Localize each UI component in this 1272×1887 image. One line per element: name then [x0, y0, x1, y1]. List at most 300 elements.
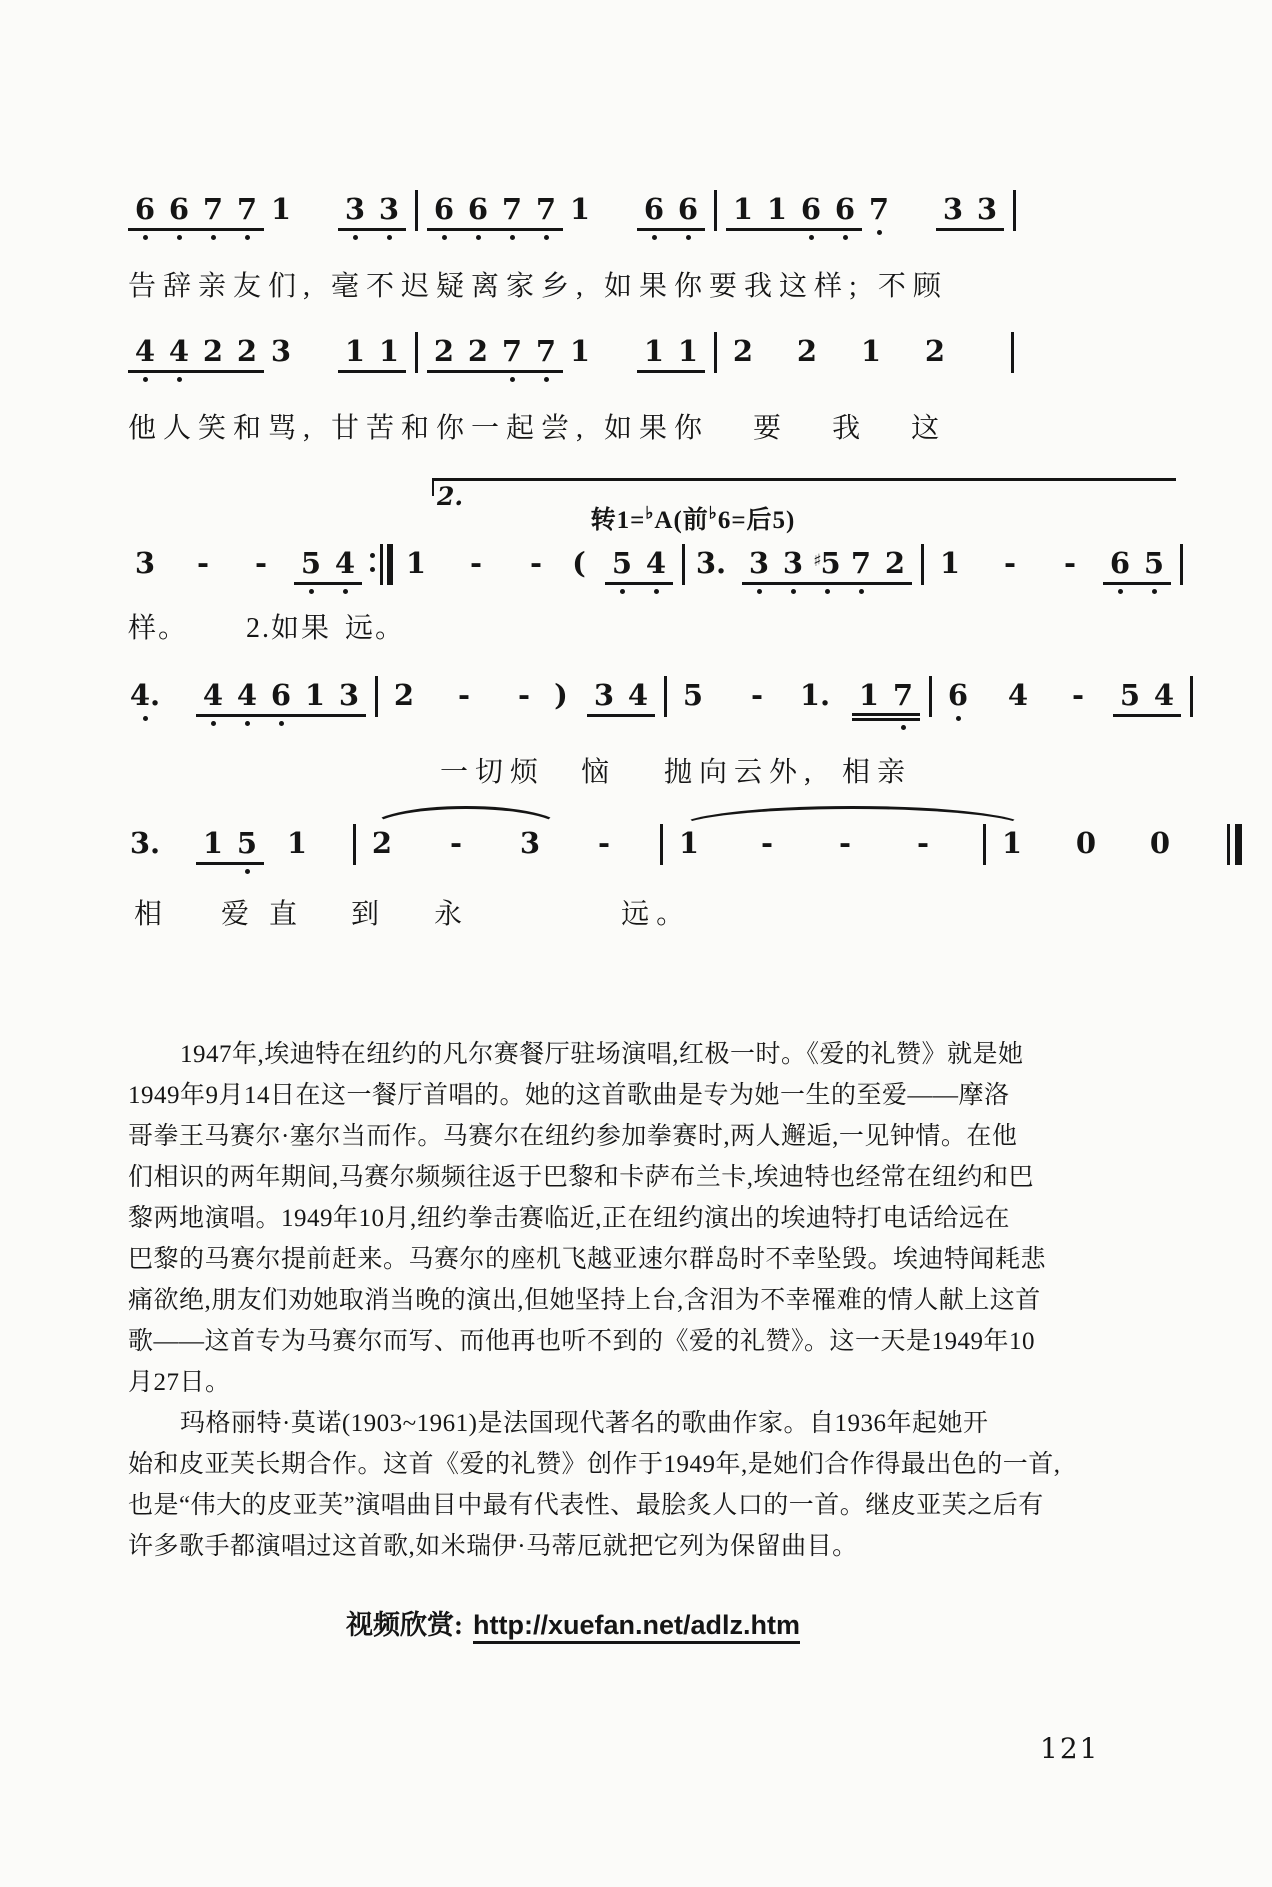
volta-label: 2.: [437, 482, 464, 511]
gap: [1029, 824, 1069, 825]
barline: [983, 824, 986, 865]
note-group: [338, 332, 406, 386]
note: 6: [433, 192, 455, 226]
note: 3: [134, 546, 156, 580]
note: 1: [569, 192, 591, 226]
notation-line-4: [128, 676, 1188, 734]
lyric-segment: 我: [832, 413, 868, 444]
gap: [1095, 676, 1113, 677]
prose-line: 1949年9月14日在这一餐厅首唱的。她的这首歌曲是专为她一生的至爱——摩洛: [128, 1082, 1010, 1109]
low-octave-dot: [652, 235, 657, 240]
note-group: [513, 824, 547, 873]
note: 1: [1001, 826, 1023, 860]
lyric-segment: 到: [351, 899, 387, 930]
low-octave-dot: [177, 235, 182, 240]
barline: [714, 190, 717, 231]
note-group: [264, 332, 298, 381]
gap: [1103, 824, 1143, 825]
note: 2: [467, 334, 489, 368]
note-group: [128, 676, 162, 725]
final-barline: [1227, 824, 1242, 865]
note-group: [186, 544, 220, 593]
gap: [162, 676, 196, 677]
gap: [832, 676, 852, 677]
notation-line-3: [128, 544, 1188, 598]
low-octave-dot: [309, 589, 314, 594]
key-change-text: A(前: [654, 507, 709, 534]
note: 7: [501, 192, 523, 226]
note: 5: [236, 826, 258, 860]
note-group: [798, 676, 832, 725]
volta-2-section: [128, 468, 1188, 544]
note-group: [495, 190, 563, 244]
gap: [952, 332, 1002, 333]
note-group: [128, 824, 162, 873]
low-octave-dot: [620, 589, 625, 594]
notation-line-1: [128, 190, 1188, 244]
lyrics-line-1: [128, 264, 1188, 302]
note: 4: [627, 678, 649, 712]
prose-line: 们相识的两年期间,马赛尔频频往返于巴黎和卡萨布兰卡,埃迪特也经常在纽约和巴: [128, 1164, 1035, 1191]
low-octave-dot: [544, 235, 549, 240]
barline: [415, 332, 418, 373]
gap: [278, 544, 294, 545]
note: 3: [519, 826, 541, 860]
lyric-segment: 不顾: [877, 271, 948, 302]
gap: [967, 544, 993, 545]
note: 0: [1075, 826, 1097, 860]
note-group: [459, 544, 493, 593]
note: 3: [782, 546, 804, 580]
note: 7: [202, 192, 224, 226]
note-group: [862, 190, 896, 239]
prose-line: 歌——这首专为马赛尔而写、而他再也听不到的《爱的礼赞》。这一天是1949年10: [128, 1328, 1036, 1355]
lyric-segment: 2.如果: [246, 613, 332, 644]
note: 2: [924, 334, 946, 368]
note: -: [457, 678, 471, 712]
gap: [298, 332, 338, 333]
note: 4: [1007, 678, 1029, 712]
note: -: [196, 546, 210, 580]
note: 7: [501, 334, 523, 368]
note-group: [936, 190, 1004, 244]
note: 4: [645, 546, 667, 580]
note-group: [740, 676, 774, 725]
barline: [682, 544, 685, 585]
note-group: [726, 332, 760, 381]
lyric-segment: 抛向云外,: [664, 757, 819, 788]
note: 3: [270, 334, 292, 368]
video-url: http://xuefan.net/adlz.htm: [473, 1610, 800, 1644]
note-group: [1113, 676, 1181, 730]
barline: [1180, 544, 1183, 585]
lyric-segment: 相: [134, 899, 170, 930]
gap: [481, 676, 507, 677]
barline: [1011, 332, 1014, 373]
low-octave-dot: [387, 235, 392, 240]
note: 5: [682, 678, 704, 712]
note-group: [1069, 824, 1103, 873]
gap: [220, 544, 244, 545]
lyric-segment: 这: [911, 413, 947, 444]
note-group: [427, 332, 495, 386]
note-group: [1143, 824, 1177, 873]
gap: [760, 332, 790, 333]
gap: [162, 824, 196, 825]
note-group: [196, 824, 264, 878]
note: -: [1063, 546, 1077, 580]
note: 2: [796, 334, 818, 368]
note-group: [794, 190, 862, 244]
note-group: [941, 676, 975, 725]
note-group: [854, 332, 888, 381]
gap: [774, 676, 798, 677]
low-octave-dot: [353, 235, 358, 240]
low-octave-dot: [859, 589, 864, 594]
note: 4.: [129, 678, 161, 712]
note: -: [517, 678, 531, 712]
low-octave-dot: [877, 230, 882, 235]
key-change-text: 转1=: [590, 507, 646, 534]
low-octave-dot: [809, 235, 814, 240]
video-label: 视频欣赏:: [346, 1610, 463, 1640]
note-group: [196, 676, 366, 730]
paragraph-1: [128, 1034, 1272, 1403]
note-group: [676, 676, 710, 725]
barline: [415, 190, 418, 231]
note: 3.: [129, 826, 161, 860]
note-group: [587, 676, 655, 730]
gap: [1177, 824, 1221, 825]
note: -: [760, 826, 774, 860]
barline: [929, 676, 932, 717]
note-group: [750, 824, 784, 873]
note: 1: [286, 826, 308, 860]
prose-line: 哥拳王马赛尔·塞尔当而作。马赛尔在纽约参加拳赛时,两人邂逅,一见钟情。在他: [128, 1123, 1018, 1150]
note: 1: [858, 678, 880, 712]
prose-line: 月27日。: [128, 1369, 231, 1396]
note: 6: [134, 192, 156, 226]
note-group: [933, 544, 967, 593]
note: 1: [939, 546, 961, 580]
note: 1: [569, 334, 591, 368]
gap: [541, 676, 553, 677]
lyrics-line-2: [128, 406, 1188, 444]
note-group: [563, 332, 597, 381]
lyric-segment: 甘苦和你一起尝,: [331, 413, 591, 444]
note: 4: [168, 334, 190, 368]
note: 5: [300, 546, 322, 580]
note: 7: [868, 192, 890, 226]
low-octave-dot: [143, 377, 148, 382]
note-group: [553, 676, 587, 725]
low-octave-dot: [956, 716, 961, 721]
low-octave-dot: [177, 377, 182, 382]
note-group: [918, 332, 952, 381]
note-group: [427, 190, 495, 244]
note-group: [196, 190, 264, 244]
note-group: [906, 824, 940, 873]
note: 4: [134, 334, 156, 368]
note-group: [128, 332, 196, 386]
note: 1: [405, 546, 427, 580]
note: 5: [820, 546, 841, 580]
note: 5: [611, 546, 633, 580]
note: 3: [378, 192, 400, 226]
gap: [433, 544, 459, 545]
note: 1: [677, 334, 699, 368]
note: 1: [202, 826, 224, 860]
gap: [421, 676, 447, 677]
note: 1: [643, 334, 665, 368]
lyric-segment: 相亲: [842, 757, 913, 788]
low-octave-dot: [245, 869, 250, 874]
low-octave-dot: [686, 235, 691, 240]
gap: [493, 544, 519, 545]
note: 3: [344, 192, 366, 226]
lyrics-line-4: [128, 750, 1188, 788]
lyric-segment: 毫不迟疑离家乡,: [331, 271, 591, 302]
low-octave-dot: [245, 235, 250, 240]
note-group: [196, 332, 264, 386]
note: 5: [1143, 546, 1165, 580]
note: 7: [892, 678, 914, 712]
note: 3: [338, 678, 360, 712]
low-octave-dot: [476, 235, 481, 240]
note-group: [726, 190, 794, 244]
gap: [1035, 676, 1061, 677]
lyric-segment: 远。: [621, 899, 692, 930]
note-group: [742, 544, 810, 598]
note: 2: [202, 334, 224, 368]
note: 6: [800, 192, 822, 226]
note-group: [387, 676, 421, 725]
note: -: [449, 826, 463, 860]
low-octave-dot: [343, 589, 348, 594]
note-group: [852, 676, 920, 734]
gap: [1087, 544, 1103, 545]
note: 2: [236, 334, 258, 368]
gap: [824, 332, 854, 333]
note: 1: [344, 334, 366, 368]
lyric-segment: 爱直: [221, 899, 318, 930]
note: 1: [270, 192, 292, 226]
barline: [1013, 190, 1016, 231]
prose-line: 始和皮亚芙长期合作。这首《爱的礼赞》创作于1949年,是她们合作得最出色的一首,: [128, 1451, 1061, 1478]
note-group: [694, 544, 728, 593]
low-octave-dot: [1118, 589, 1123, 594]
gap: [888, 332, 918, 333]
barline: [921, 544, 924, 585]
low-octave-dot: [279, 721, 284, 726]
note: -: [1003, 546, 1017, 580]
volta-bracket-line: [432, 478, 1176, 496]
prose-line: 也是“伟大的皮亚芙”演唱曲目中最有代表性、最脍炙人口的一首。继皮亚芙之后有: [128, 1492, 1044, 1519]
gap: [728, 544, 742, 545]
gap: [162, 544, 186, 545]
gap: [710, 676, 740, 677]
note-group: [294, 544, 362, 598]
note-group: [439, 824, 473, 873]
note: 2: [433, 334, 455, 368]
barline: [664, 676, 667, 717]
note: 1.: [799, 678, 831, 712]
low-octave-dot: [1152, 589, 1157, 594]
note: 1: [678, 826, 700, 860]
note-group: [1053, 544, 1087, 593]
gap: [597, 190, 637, 191]
notation-line-2: [128, 332, 1188, 386]
lyric-segment: 如果你要我这样;: [604, 271, 864, 302]
note: 6: [270, 678, 292, 712]
key-change-text: 6=后5): [717, 507, 796, 534]
note: 1: [766, 192, 788, 226]
note: 1: [732, 192, 754, 226]
gap: [896, 190, 936, 191]
note-group: [365, 824, 399, 873]
barline: [714, 332, 717, 373]
lyrics-line-3: [128, 606, 1188, 644]
note: 0: [1149, 826, 1171, 860]
note: 6: [1109, 546, 1131, 580]
lyric-segment: 要: [753, 413, 789, 444]
note-group: [519, 544, 553, 593]
note: 7: [535, 192, 557, 226]
gap: [553, 544, 571, 545]
note: -: [916, 826, 930, 860]
note-group: [810, 544, 912, 598]
note: (: [572, 546, 586, 580]
low-octave-dot: [510, 377, 515, 382]
note-group: [672, 824, 706, 873]
note: 1: [378, 334, 400, 368]
prose-line: 黎两地演唱。1949年10月,纽约拳击赛临近,正在纽约演出的埃迪特打电话给远在: [128, 1205, 1011, 1232]
note: 3: [593, 678, 615, 712]
note: 2: [884, 546, 906, 580]
gap: [975, 676, 1001, 677]
barline: [353, 824, 356, 865]
note-group: [637, 332, 705, 386]
note: 2: [393, 678, 415, 712]
note: 4: [202, 678, 224, 712]
note: -: [750, 678, 764, 712]
note-group: [790, 332, 824, 381]
video-link-row: [346, 1603, 1272, 1642]
note-group: [244, 544, 278, 593]
note: -: [838, 826, 852, 860]
page-number: 121: [1040, 1732, 1100, 1765]
prose-line: 玛格丽特·莫诺(1903~1961)是法国现代著名的歌曲作家。自1936年起她开: [180, 1410, 989, 1437]
note: 6: [834, 192, 856, 226]
note: 2: [732, 334, 754, 368]
low-octave-dot: [654, 589, 659, 594]
note: 3.: [695, 546, 727, 580]
low-octave-dot: [211, 721, 216, 726]
note-group: [828, 824, 862, 873]
lyric-segment: 样。: [128, 613, 189, 644]
note-group: [507, 676, 541, 725]
music-sheet: [128, 190, 1188, 930]
note: 7: [535, 334, 557, 368]
note-group: [637, 190, 705, 244]
note: 6: [947, 678, 969, 712]
note: 6: [467, 192, 489, 226]
note: -: [469, 546, 483, 580]
note: 6: [168, 192, 190, 226]
note: -: [529, 546, 543, 580]
key-change: [528, 500, 858, 536]
prose-line: 痛欲绝,朋友们劝她取消当晚的演出,但她坚持上台,含泪为不幸罹难的情人献上这首: [128, 1287, 1041, 1314]
note: -: [597, 826, 611, 860]
low-octave-dot: [544, 377, 549, 382]
note-group: [128, 190, 196, 244]
note: 2: [371, 826, 393, 860]
low-octave-dot: [442, 235, 447, 240]
sharp-icon: ♯: [813, 551, 822, 571]
note-group: [563, 190, 597, 239]
lyric-segment: 他人笑和骂,: [128, 413, 318, 444]
barline: [375, 676, 378, 717]
note: 5: [1119, 678, 1141, 712]
note: 1: [304, 678, 326, 712]
note-group: [128, 544, 162, 593]
prose-line: 巴黎的马赛尔提前赶来。马赛尔的座机飞越亚速尔群岛时不幸坠毁。埃迪特闻耗悲: [128, 1246, 1047, 1273]
repeat-end-barline: [368, 544, 393, 585]
low-octave-dot: [143, 716, 148, 721]
gap: [314, 824, 344, 825]
note-group: [338, 190, 406, 244]
note: 6: [677, 192, 699, 226]
gap: [298, 190, 338, 191]
prose-line: 1947年,埃迪特在纽约的凡尔赛餐厅驻场演唱,红极一时。《爱的礼赞》就是她: [180, 1041, 1024, 1068]
note-group: [605, 544, 673, 598]
notation-line-5: [128, 824, 1188, 878]
flat-icon: ♭: [708, 503, 718, 523]
note: -: [254, 546, 268, 580]
note-group: [587, 824, 621, 873]
note: 4: [236, 678, 258, 712]
note-group: [1001, 676, 1035, 725]
prose-line: 许多歌手都演唱过这首歌,如米瑞伊·马蒂厄就把它列为保留曲目。: [128, 1533, 858, 1560]
note: 6: [643, 192, 665, 226]
note-group: [399, 544, 433, 593]
note-group: [993, 544, 1027, 593]
note-group: [995, 824, 1029, 873]
gap: [264, 824, 280, 825]
lyric-segment: 远。: [345, 613, 406, 644]
low-octave-dot: [825, 589, 830, 594]
prose-section: [128, 1034, 1272, 1567]
note: -: [1071, 678, 1085, 712]
lyric-segment: 恼: [581, 757, 617, 788]
note: ): [554, 678, 568, 712]
gap: [597, 332, 637, 333]
note-group: [264, 190, 298, 239]
note: 7: [850, 546, 872, 580]
barline: [660, 824, 663, 865]
note-group: [447, 676, 481, 725]
note: 3: [976, 192, 998, 226]
low-octave-dot: [757, 589, 762, 594]
barline: [1190, 676, 1193, 717]
page-content: [128, 0, 1272, 1642]
lyric-segment: 告辞亲友们,: [128, 271, 318, 302]
flat-icon: ♭: [645, 503, 655, 523]
gap: [621, 824, 651, 825]
note: 1: [860, 334, 882, 368]
note-group: [571, 544, 605, 593]
lyric-segment: 一切烦: [440, 757, 546, 788]
